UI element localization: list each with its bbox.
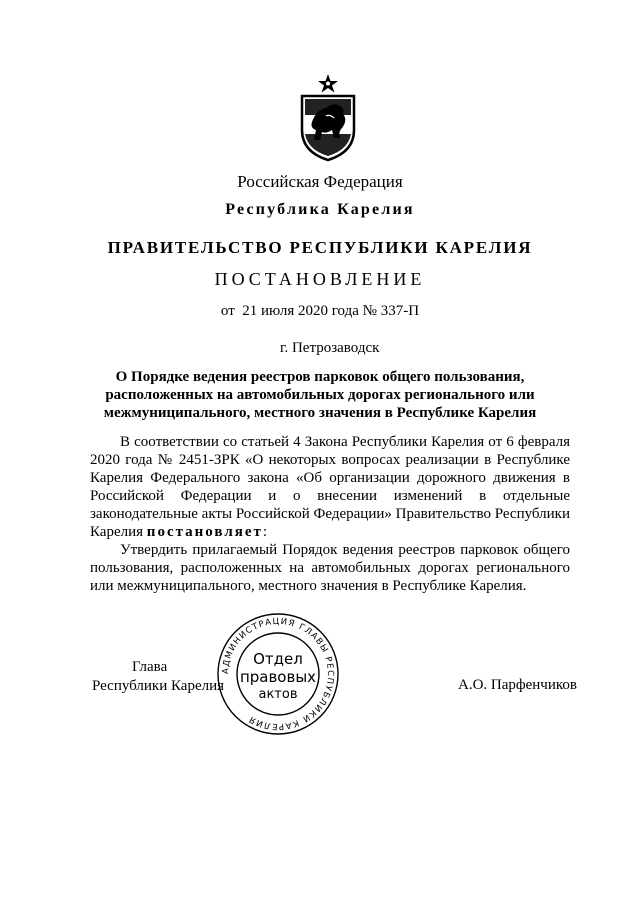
signatory-position-line2: Республики Карелия <box>92 678 225 694</box>
stamp-line1: Отдел <box>253 650 303 668</box>
karelia-coat-of-arms-icon <box>298 72 358 162</box>
stamp-ring-text: АДМИНИСТРАЦИЯ ГЛАВЫ РЕСПУБЛИКИ КАРЕЛИЯ <box>220 616 336 732</box>
signatory-position-line1: Глава <box>132 659 168 675</box>
decree-word: постановляет <box>146 524 263 540</box>
document-date-number: от 21 июля 2020 года № 337-П <box>220 303 420 319</box>
preamble-paragraph <box>90 433 570 541</box>
document-type: ПОСТАНОВЛЕНИЕ <box>214 269 426 289</box>
document-title: О Порядке ведения реестров парковок общего пользования, расположенных на автомобильных дорогах регионального или межмуниципального, местного значения в Республике Карелия <box>103 369 537 421</box>
official-stamp-icon <box>213 612 343 737</box>
preamble-text: В соответствии со статьей 4 Закона Республики Карелия от 6 февраля 2020 года № 2451-ЗРК «О некоторых вопросах реализации в Республике Карелия Федерального закона «Об организации дорожного движения в Российской Федерации и о внесении изменений в отдельные законодательные акты Российской Федерации» Правительство Республики Карелия <box>90 434 570 540</box>
government-title: ПРАВИТЕЛЬСТВО РЕСПУБЛИКИ КАРЕЛИЯ <box>107 238 533 257</box>
preamble-end: : <box>262 524 268 540</box>
signatory-name: А.О. Парфенчиков <box>458 677 577 693</box>
resolution-paragraph: Утвердить прилагаемый Порядок ведения реестров парковок общего пользования, расположенных на автомобильных дорогах регионального или межмуниципального, местного значения в Республике Карелия. <box>90 542 570 594</box>
city: г. Петрозаводск <box>280 340 380 356</box>
stamp-line2: правовых <box>239 668 317 686</box>
stamp-line3: актов <box>258 687 298 702</box>
signatory-position <box>92 658 224 696</box>
republic-name: Республика Карелия <box>225 201 415 218</box>
country-name: Российская Федерация <box>237 172 403 191</box>
